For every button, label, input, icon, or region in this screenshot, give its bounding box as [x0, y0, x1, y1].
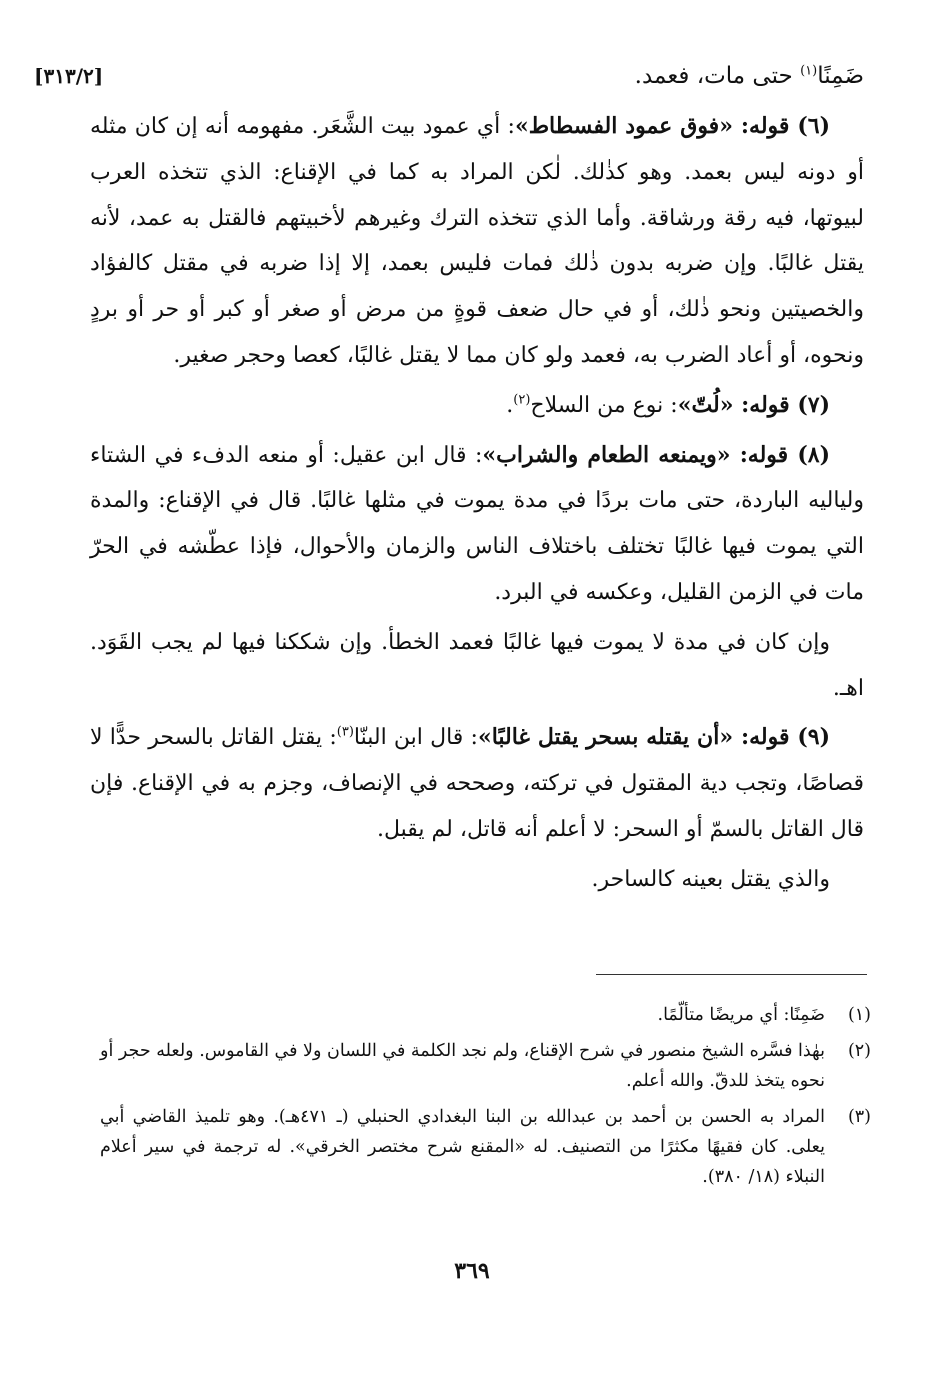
paragraph-8	[90, 433, 864, 616]
paragraph-9-text-b: : يقتل القاتل بالسحر حدًّا لا قصاصًا، وتجب دية المقتول في تركته، وصححه في الإنصاف، وجزم به في الإقناع. فإن قال القاتل بالسمّ أو السحر: لا أعلم أنه قاتل، لم يقبل.	[90, 725, 864, 842]
footnote-3	[100, 1102, 871, 1192]
paragraph-7	[90, 383, 864, 429]
footnote-divider	[596, 974, 867, 975]
paragraph-7-quote: «لُتّ»	[677, 391, 742, 418]
paragraph-8-quote: «ويمنعه الطعام والشراب»	[482, 441, 740, 468]
volume-page-reference: [٣١٣/٢]	[34, 64, 104, 88]
footnotes-section	[100, 1000, 871, 1198]
paragraph-7-text: : نوع من السلاح	[530, 392, 678, 418]
footnote-2	[100, 1036, 871, 1096]
paragraph-9-label: (٩) قوله:	[740, 724, 830, 751]
continuation-rest: حتى مات، فعمد.	[634, 63, 801, 89]
paragraph-6	[90, 104, 864, 379]
paragraph-9-quote: «أن يقتله بسحر يقتل غالبًا»	[477, 724, 741, 751]
paragraph-7-label: (٧) قوله:	[741, 391, 830, 418]
paragraph-6-text: : أي عمود بيت الشَّعَر. مفهومه أنه إن كان مثله أو دونه ليس بعمد. وهو كذٰلك. لٰكن المراد به كما في الإقناع: الذي تتخذه العرب لبيوتها، فيه رقة ورشاقة. وأما الذي تتخذه الترك وغيرهم لأخبيتهم فالقتل به عمد، لأنه يقتل غالبًا. وإن ضربه بدون ذٰلك فمات فليس بعمد، إلا إذا ضربه في مقتل كالفؤاد والخصيتين ونحو ذٰلك، أو في حال ضعف قوةٍ من مرض أو صغر أو كبر أو حر أو بردٍ ونحوه، أو أعاد الضرب به، فعمد ولو كان مما لا يقتل غالبًا، كعصا وحجر صغير.	[90, 114, 864, 368]
footnote-text: المراد به الحسن بن أحمد بن عبدالله بن البنا البغدادي الحنبلي (ـ ٤٧١هـ). وهو تلميذ القاضي أبي يعلى. كان فقيهًا مكثرًا من التصنيف. له «المقنع شرح مختصر الخرقي». له ترجمة في سير أعلام النبلاء (١٨/ ٣٨٠).	[100, 1107, 825, 1187]
footnote-number: (٢)	[847, 1041, 871, 1061]
footnote-ref-3[interactable]: (٣)	[336, 725, 354, 741]
footnote-ref-1[interactable]: (١)	[800, 63, 818, 79]
paragraph-7-end: .	[506, 392, 514, 418]
paragraph-9	[90, 715, 864, 852]
continuation-lead-word: ضَمِنًا	[817, 63, 864, 89]
page-header	[34, 58, 864, 98]
footnote-number: (٣)	[847, 1107, 871, 1127]
footnote-number: (١)	[847, 1005, 871, 1025]
paragraph-6-label: (٦) قوله:	[740, 113, 831, 139]
footnote-text: بهٰذا فسَّره الشيخ منصور في شرح الإقناع، ولم نجد الكلمة في اللسان ولا في القاموس. ولعله حجر أو نحوه يتخذ للدقّ. والله أعلم.	[100, 1041, 825, 1091]
main-text	[90, 104, 864, 907]
paragraph-8-text: : قال ابن عقيل: أو منعه الدفء في الشتاء ولياليه الباردة، حتى مات بردًا في مدة يموت في مثلها غالبًا. قال في الإقناع: والمدة التي يموت فيها غالبًا تختلف باختلاف الناس والزمان والأحوال، فإذا عطّشه في الحرّ مات في الزمن القليل، وعكسه في البرد.	[90, 442, 864, 605]
paragraph-9-text-a: : قال ابن البنّا	[353, 725, 478, 751]
paragraph-8-continued: وإن كان في مدة لا يموت فيها غالبًا فعمد الخطأ. وإن شككنا فيها لم يجب القَوَد. اهـ.	[90, 629, 864, 701]
paragraph-10: والذي يقتل بعينه كالساحر.	[591, 866, 830, 892]
footnote-ref-2[interactable]: (٢)	[513, 392, 531, 408]
paragraph-6-quote: «فوق عمود الفسطاط»	[514, 113, 741, 139]
footnote-1	[100, 1000, 871, 1030]
continuation-line	[635, 60, 864, 92]
page-number: ٣٦٩	[454, 1258, 490, 1284]
footnote-text: ضَمِنًا: أي مريضًا متألّمًا.	[657, 1005, 825, 1025]
paragraph-8-label: (٨) قوله:	[739, 441, 830, 468]
